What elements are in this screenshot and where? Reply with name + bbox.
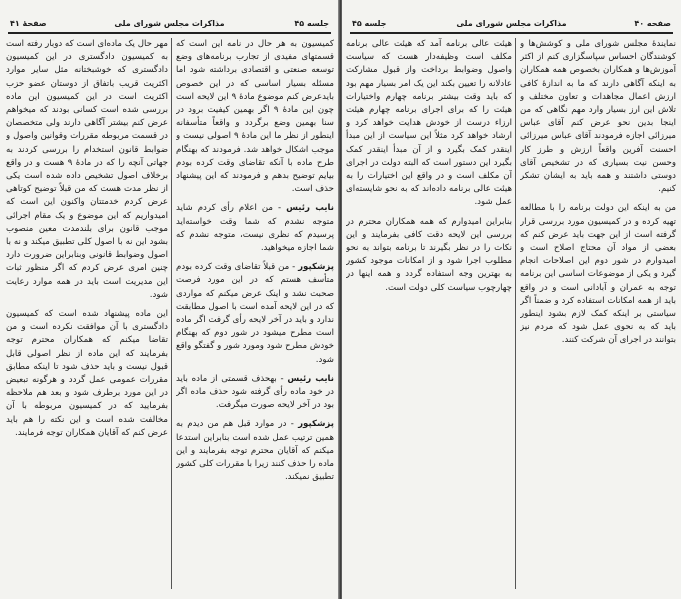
text-column <box>346 38 512 593</box>
speaker-name: نایب رئیس <box>287 373 334 384</box>
running-title: مذاکرات مجلس شورای ملی <box>114 19 225 28</box>
running-title: مذاکرات مجلس شورای ملی <box>456 19 567 28</box>
paragraph-text: هیئت عالی برنامه آمد که هیئت عالی برنامه مکلف است وظیفه‌دار هست که سیاست واصول وضوابط برداخت واز قبول مشارکت عادلانه را تعیین بکند این یک امر بسیار مهم بود که باید وقت بیشتر برنامه چهارم واختیارات هیئت را که برای اجرای برنامه چهارم هیئت ارزاء درست از خودش هدایت خواهد کرد و ارشاد خواهد کرد مثلاً این سیاست از این مبدأ اینقدر کمک بگیرد و از آن مبدأ اینقدر کمک بگیرد این دستور است که البته دولت در اجرای آن مکلف است و در واقع این اختیارات را به هیئت عالی برنامه داده‌اند که به نحو شایسته‌ای عمل شود. <box>346 39 512 208</box>
page-number: صفحهٔ ۴۱ <box>10 19 47 28</box>
paragraph-text: بنابراین امیدوارم که همه همکاران محترم در بررسی این لایحه دقت کافی بفرمایند و این نکات را در نظر بگیرند تا برنامه بتواند به نحو مطلوب اجرا شود و از امکانات موجود کشور به بهترین وجه استفاده گردد و همه اینها در چهارچوب سیاست کلی دولت است. <box>346 216 512 293</box>
right-page <box>342 0 681 599</box>
paragraph-text: نمایندهٔ مجلس شورای ملی و کوشش‌ها و کوشندگان احساس سپاسگزاری کنم از اکثر آموزش‌ها و همکاران بخصوص همه همکاران به اینکه آگاهی دارند که ما به اندازهٔ کافی ارزش اعمال مجاهدات و تعاون مختلف و تلاش این ارز بسیار وارد مهم نگاهی که من اینجا بدین نحو عرض کنم آقای عباس میرزائی اجازه فرمودند آقای عباس میرزائی احسنت آفرین واقعاً ارزش و طرز کار وحسن نیت بسیاری که در تشخیص آقای دوستی داشتند و همه باید به ایشان تشکر کنیم. <box>520 39 676 195</box>
paragraph <box>346 216 512 295</box>
paragraph <box>520 38 676 196</box>
text-column <box>176 38 334 593</box>
paragraph: نایب رئیس - من اعلام رأی کردم شاید متوجه نشدم که شما وقت خواسته‌اید پرسیدم که نظری نیست، متوجه نشدم که شما اجازه میخواهید. <box>176 203 334 254</box>
paragraph <box>176 38 334 196</box>
paragraph <box>6 38 168 302</box>
text-column <box>6 38 168 593</box>
column-divider <box>171 38 172 589</box>
speaker-name: پزشکپور <box>298 262 334 273</box>
page-header <box>350 18 673 34</box>
paragraph-text: در موارد قبل هم من دیدم به همین ترتیب عمل شده است بنابراین استدعا میکنم که آقایان محترم توجه بفرمایند و این ماده را حذف کنند زیرا با مقررات کلی کشور تطبیق نمیکند. <box>176 419 334 483</box>
speaker-name: نایب رئیس <box>286 203 334 214</box>
paragraph <box>520 202 676 347</box>
paragraph <box>6 308 168 440</box>
column-divider <box>515 38 516 589</box>
paragraph-text: بهحذف قسمتی از ماده باید در خود ماده رأی گرفته شود حذف ماده اگر بود در آخر لایحه صورت میگرفت. <box>176 373 334 411</box>
text-column <box>520 38 676 593</box>
speaker-name: پزشکپور <box>298 419 334 430</box>
paragraph: نایب رئیس - بهحذف قسمتی از ماده باید در خود ماده رأی گرفته شود حذف ماده اگر بود در آخر لایحه صورت میگرفت. <box>176 373 334 411</box>
paragraph-text: کمیسیون به هر حال در نامه این است که قسمتهای مفیدی از تجارب برنامه‌های وضع توسعه صنعتی و اقتصادی برداشته شود اما مسئله بسیار اساسی که در این خصوص بایدعرض کنم موضوع مادهٔ ۹ این لایحه است چون این مادهٔ ۹ اگر بهمین کیفیت برود در سنا بهمین وضع برگردد و واقعاً متأسفانه اینطور از نظر ما این مادهٔ ۹ اصولی نیست و موجب اشکال خواهد شد. فرمودند که بهنگام طرح ماده با آنکه تقاضای وقت کرده بودم بیایم توضیح بدهم و فرمودند که این پیشنهاد حذف است. <box>176 39 334 195</box>
paragraph-text: من اعلام رأی کردم شاید متوجه نشدم که شما وقت خواسته‌اید پرسیدم که نظری نیست، متوجه نشدم که شما اجازه میخواهید. <box>176 203 334 254</box>
page-header <box>8 18 331 34</box>
paragraph: پزشکپور - در موارد قبل هم من دیدم به همین ترتیب عمل شده است بنابراین استدعا میکنم که آقایان محترم توجه بفرمایند و این ماده را حذف کنند زیرا با مقررات کلی کشور تطبیق نمیکند. <box>176 419 334 483</box>
paragraph: پزشکپور - من قبلاً تقاضای وقت کرده بودم متأسف هستم که در این مورد فرصت صحبت نشد و اینک عرض میکنم که مواردی که در این لایحه آمده است با اصول مطابقت ندارد و باید در آخر لایحه رأی گرفت اگر ماده است مطرح میشود در شور دوم که بهنگام خودش مطرح شود ومورد شور و گفتگو واقع شود. <box>176 262 334 365</box>
left-page <box>0 0 339 599</box>
paragraph-text: من به اینکه این دولت برنامه را با مطالعه تهیه کرده و در کمیسیون مورد بررسی قرار گرفته است از این جهت باید عرض کنم که بعضی از مواد آن محتاج اصلاح است و امیدوارم در شور دوم این اصلاحات انجام گیرد و یکی از موضوعات اساسی این برنامه توجه به عمران و آبادانی است و در واقع باید از همه امکانات استفاده کرد و ضمناً اگر سیاستی بر اینکه کمک لازم بشود اینطور باید که به نحوی عمل شود که مردم نیز بتوانند در اجرای آن شرکت کنند. <box>520 203 676 346</box>
page-number: صفحه ۴۰ <box>634 19 671 28</box>
paragraph-text: این ماده پیشنهاد شده است که کمیسیون دادگستری با آن موافقت نکرده است و من تقاضا میکنم که همکاران محترم توجه بفرمایند که این ماده از نظر اصولی قابل قبول نیست و باید حذف شود تا اینکه مطابق مقررات عمومی عمل گردد و هرگونه تبعیض در این مورد برطرف شود و بعد هم ملاحظه بفرمایید که در کمیسیون مربوطه با آن مخالفت شده است و این نکته را هم باید عرض کنم که آقایان همکاران توجه فرمایند. <box>6 309 168 438</box>
paragraph-text: مهر حال یک ماده‌ای است که دوبار رفته است به کمیسیون دادگستری در این کمیسیون دادگستری که خوشبختانه مثل سایر موارد اکثریت قریب باتفاق از دوستان عضو حزب اکثریت است در این کمیسیون این ماده بررسی شده است کسانی بودند که میخواهم عرض کنم بیشتر آگاهی دارند ولی متخصصان در قسمت مربوطه مقررات وقوانین واصول و ضوابط قانون استخدام را بررسی کردند به جهاتی آنچه را که در مادهٔ ۹ هست و در واقع برخلاف اصول تشخیص داده شده است یکی از نظر مدت هست که من قبلاً توضیح کوتاهی عرض کردم خدمتتان واکنون این است که امیدواریم که این موضوع و یک مقام اجرائی موجب قانون برای بلندمدت معین منصوب بشود این نه با اصول کلی تطبیق میکند و نه با اصول وضوابط قانونی وبنابراین ضرورت دارد چنین امری عرض کردم که اگر منظور ثبات این مدیریت است باید در همه موارد رعایت شود. <box>6 39 168 300</box>
session-number: جلسه ۴۵ <box>352 19 387 28</box>
paragraph <box>346 38 512 210</box>
session-number: جلسه ۴۵ <box>294 19 329 28</box>
paragraph-text: من قبلاً تقاضای وقت کرده بودم متأسف هستم که در این مورد فرصت صحبت نشد و اینک عرض میکنم که مواردی که در این لایحه آمده است با اصول مطابقت ندارد و باید در آخر لایحه رأی گرفت اگر ماده است مطرح میشود در شور دوم که بهنگام خودش مطرح شود ومورد شور و گفتگو واقع شود. <box>176 262 334 365</box>
